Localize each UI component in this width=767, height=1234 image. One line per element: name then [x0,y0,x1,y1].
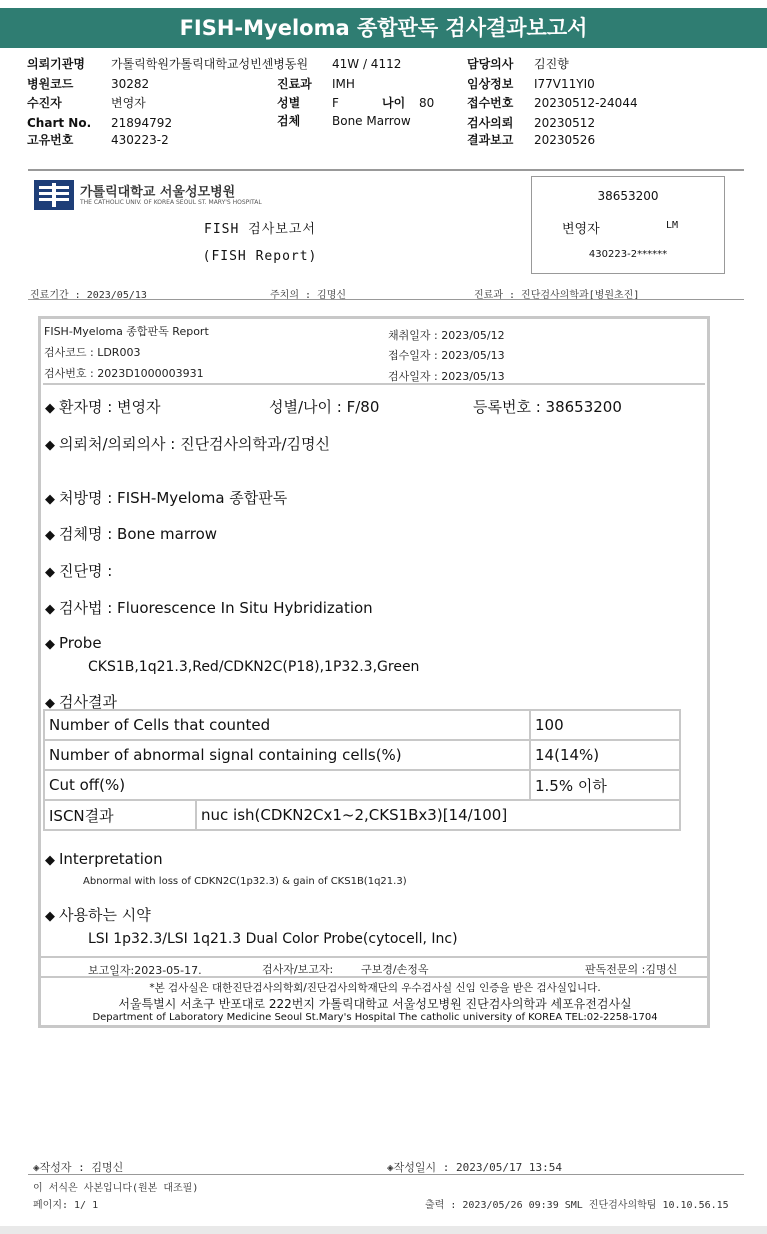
exam-date: 검사일자 : 2023/05/13 [388,370,505,383]
report-title-en: (FISH Report) [202,249,318,264]
patient-id-box [531,176,725,274]
examiner-label: 검사자/보고자: [262,963,334,976]
diagnosis-row [45,560,112,581]
receipt-label: 접수번호 [467,96,514,110]
row-label: Number of abnormal signal containing cells(%) [44,740,530,770]
sex-age: 성별/나이 : F/80 [269,398,380,416]
hospital-label: 의뢰기관명 [27,57,85,71]
test-code: 검사코드 : LDR003 [44,346,141,359]
reagent-title: 사용하는 시약 [59,906,151,924]
row-label: Cut off(%) [44,770,530,800]
page-number: 페이지: 1/ 1 [33,1200,99,1211]
specimen-label: 검체 [277,114,301,128]
hospital-logo-text: 가톨릭대학교 서울성모병원 [80,185,236,200]
test-number: 검사번호 : 2023D1000003931 [44,367,204,380]
probe-row [45,634,102,652]
result-title: 검사결과 [59,693,117,711]
diamond-icon: ◆ [45,909,55,924]
ward-value: 41W / 4112 [332,57,402,71]
sex-label: 성별 [277,96,301,110]
writer: ◈작성자 : 김명신 [33,1161,124,1174]
row-label: ISCN결과 [44,800,196,830]
probe-title: Probe [59,634,102,652]
diamond-icon: ◆ [45,438,55,453]
reagent-row [45,904,151,925]
report-banner-title: FISH-Myeloma 종합판독 검사결과보고서 [0,8,767,48]
test-name: FISH-Myeloma 종합판독 Report [44,325,209,338]
bottom-bar [0,1226,767,1234]
diamond-icon: ◆ [45,637,55,652]
row-value: nuc ish(CDKN2Cx1~2,CKS1Bx3)[14/100] [196,800,680,830]
dept-value: IMH [332,77,355,91]
copy-note: 이 서식은 사본입니다(원본 대조필) [33,1183,199,1194]
code-label: 병원코드 [27,77,74,91]
id-box-id: 430223-2****** [588,249,668,260]
divider [28,169,744,171]
result-value: 20230526 [534,133,596,147]
department: 진료과 : 진단검사의학과[병원초진] [474,290,640,301]
report-date: 보고일자:2023-05-17. [88,964,202,977]
prescription-row [45,487,287,508]
method: 검사법 : Fluorescence In Situ Hybridization [59,599,373,617]
interpretation-title: Interpretation [59,850,163,868]
header-info [0,0,767,160]
diamond-icon: ◆ [45,401,55,416]
hospital-value: 가톨릭학원가톨릭대학교성빈센병동원 [111,57,309,71]
code-value: 30282 [111,77,150,91]
lab-address: 서울특별시 서초구 반포대로 222번지 가톨릭대학교 서울성모병원 진단검사의학과 세포유전검사실 [118,997,632,1011]
diamond-icon: ◆ [45,492,55,507]
patient-name: 환자명 : 변영자 [59,398,161,416]
chart-value: 21894792 [111,116,173,130]
result-label: 결과보고 [467,133,514,147]
divider [40,956,710,958]
row-value: 100 [530,710,680,740]
diamond-icon: ◆ [45,528,55,543]
receipt-value: 20230512-24044 [534,96,638,110]
chart-label: Chart No. [27,116,92,130]
reagent-value: LSI 1p32.3/LSI 1q21.3 Dual Color Probe(cytocell, Inc) [88,931,458,947]
patient-value: 변영자 [111,96,146,110]
referrer: 의뢰처/의뢰의사 : 진단검사의학과/김명신 [59,435,331,453]
specimen-row [45,523,217,544]
table-row [44,800,680,830]
doctor-value: 김진향 [534,57,569,71]
id-box-name: 변영자 [562,222,600,237]
table-row [44,710,680,740]
specimen-value: Bone Marrow [332,114,411,128]
interpretation-value: Abnormal with loss of CDKN2C(1p32.3) & gain of CKS1B(1q21.3) [83,876,407,887]
sex-value: F [332,96,339,110]
clinical-label: 임상정보 [467,77,514,91]
divider [28,299,744,300]
patient-label: 수진자 [27,96,62,110]
request-label: 검사의뢰 [467,116,514,130]
prescription: 처방명 : FISH-Myeloma 종합판독 [59,489,288,507]
unique-value: 430223-2 [111,133,169,147]
age-value: 80 [419,96,435,110]
row-value: 14(14%) [530,740,680,770]
report-title-ko: FISH 검사보고서 [204,222,316,237]
diamond-icon: ◆ [45,853,55,868]
row-label: Number of Cells that counted [44,710,530,740]
examiner-names: 구보경/손정옥 [361,963,429,976]
probe-value: CKS1B,1q21.3,Red/CDKN2C(P18),1P32.3,Green [88,659,420,675]
result-table [43,709,681,831]
hospital-logo-icon [33,178,77,212]
divider [28,1174,744,1175]
table-row [44,770,680,800]
interpretation-row [45,850,163,868]
doctor-label: 담당의사 [467,57,514,71]
dept-label: 진료과 [277,77,312,91]
diagnosis: 진단명 : [59,562,113,580]
table-row [44,740,680,770]
unique-label: 고유번호 [27,133,74,147]
clinical-value: I77V11YI0 [534,77,595,91]
written-at: ◈작성일시 : 2023/05/17 13:54 [387,1161,562,1174]
attending-doctor: 주치의 : 김명신 [270,290,347,301]
age-label: 나이 [382,96,406,110]
divider [40,976,710,978]
method-row [45,597,373,618]
lab-english-address: Department of Laboratory Medicine Seoul St.Mary's Hospital The catholic university of KOREA TEL:02-2258-1704 [92,1012,658,1023]
collect-date: 채취일자 : 2023/05/12 [388,329,505,342]
registration-number: 등록번호 : 38653200 [473,398,622,416]
row-value: 1.5% 이하 [530,770,680,800]
reading-doctor: 판독전문의 :김명신 [585,963,678,976]
patient-name-row [45,396,161,417]
specimen: 검체명 : Bone marrow [59,525,218,543]
visit-date: 진료기간 : 2023/05/13 [30,290,147,301]
diamond-icon: ◆ [45,565,55,580]
diamond-icon: ◆ [45,602,55,617]
print-info: 출력 : 2023/05/26 09:39 SML 진단검사의학팀 10.10.56.15 [425,1200,729,1211]
referrer-row [45,433,330,454]
id-box-number: 38653200 [597,189,659,203]
receive-date: 접수일자 : 2023/05/13 [388,349,505,362]
id-box-code: LM [666,220,679,231]
certification-note: *본 검사실은 대한진단검사의학회/진단검사의학재단의 우수검사실 신임 인증을 받은 검사실입니다. [149,982,601,994]
diamond-icon: ◆ [45,696,55,711]
hospital-logo-subtext: THE CATHOLIC UNIV. OF KOREA SEOUL ST. MARY'S HOSPITAL [80,199,262,206]
request-value: 20230512 [534,116,596,130]
